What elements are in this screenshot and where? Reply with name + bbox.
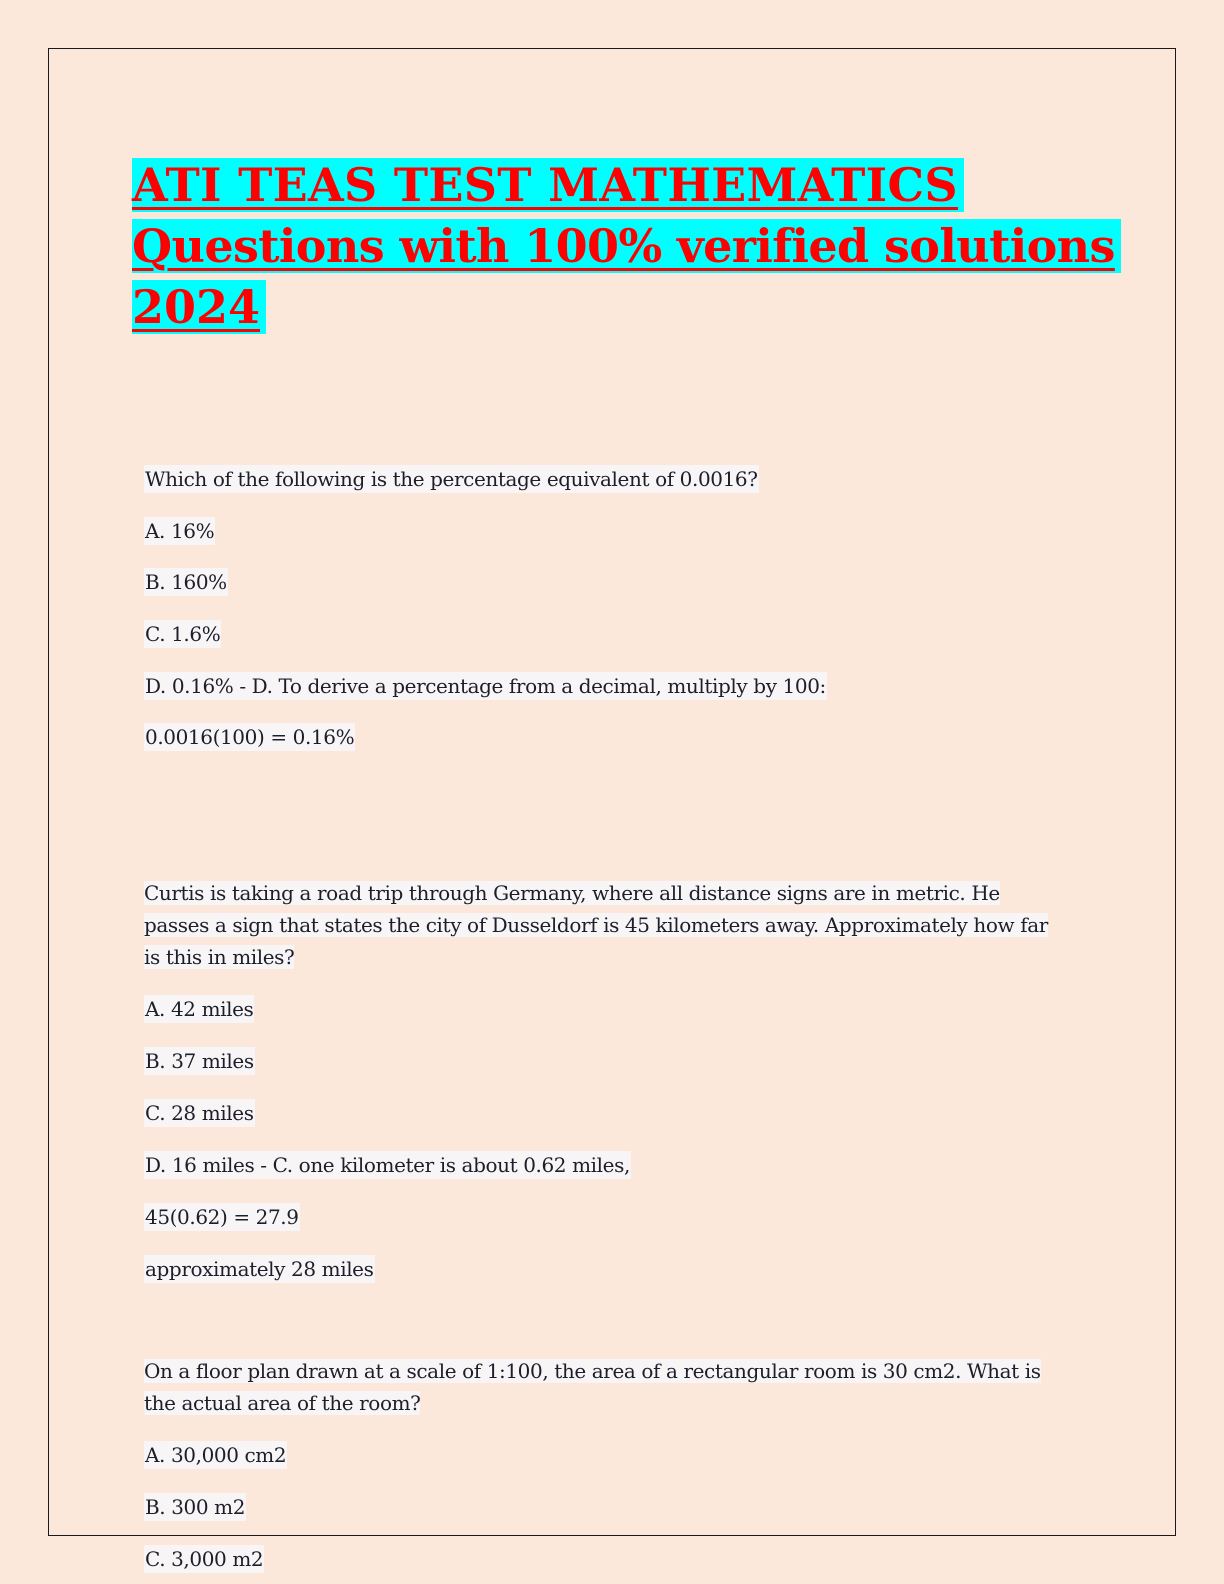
question-3-text: On a floor plan drawn at a scale of 1:100, the area of a rectangular room is 30 cm2. What is the actual area of the room?	[144, 1359, 1041, 1415]
question-1-option-d-answer: D. 0.16% - D. To derive a percentage from a decimal, multiply by 100:	[145, 674, 826, 698]
question-2-option-a: A. 42 miles	[145, 997, 254, 1021]
question-2-text: Curtis is taking a road trip through Germany, where all distance signs are in metric. He passes a sign that states the city of Dusseldorf is 45 kilometers away. Approximately how far is this in miles?	[144, 881, 1048, 969]
question-1-text: Which of the following is the percentage equivalent of 0.0016?	[145, 467, 758, 491]
title-line-3: 2024	[132, 277, 1132, 338]
title-line-1: ATI TEAS TEST MATHEMATICS	[132, 155, 1132, 216]
question-1-option-b: B. 160%	[145, 570, 227, 594]
document-title	[132, 155, 1132, 338]
question-3-option-a: A. 30,000 cm2	[145, 1443, 287, 1467]
title-line-2: Questions with 100% verified solutions	[132, 216, 1132, 277]
question-2-option-d-answer: D. 16 miles - C. one kilometer is about 0.62 miles,	[145, 1153, 630, 1177]
question-2-solution: 45(0.62) = 27.9	[145, 1205, 299, 1229]
question-1-option-a: A. 16%	[145, 519, 215, 543]
question-1-solution: 0.0016(100) = 0.16%	[145, 725, 355, 749]
question-3-option-c: C. 3,000 m2	[145, 1547, 264, 1571]
question-3-option-b: B. 300 m2	[145, 1495, 246, 1519]
page-frame	[48, 48, 1176, 1571]
question-2-conclusion: approximately 28 miles	[145, 1257, 374, 1281]
question-2-option-b: B. 37 miles	[145, 1049, 254, 1073]
question-1-option-c: C. 1.6%	[145, 622, 221, 646]
question-2-option-c: C. 28 miles	[145, 1101, 254, 1125]
